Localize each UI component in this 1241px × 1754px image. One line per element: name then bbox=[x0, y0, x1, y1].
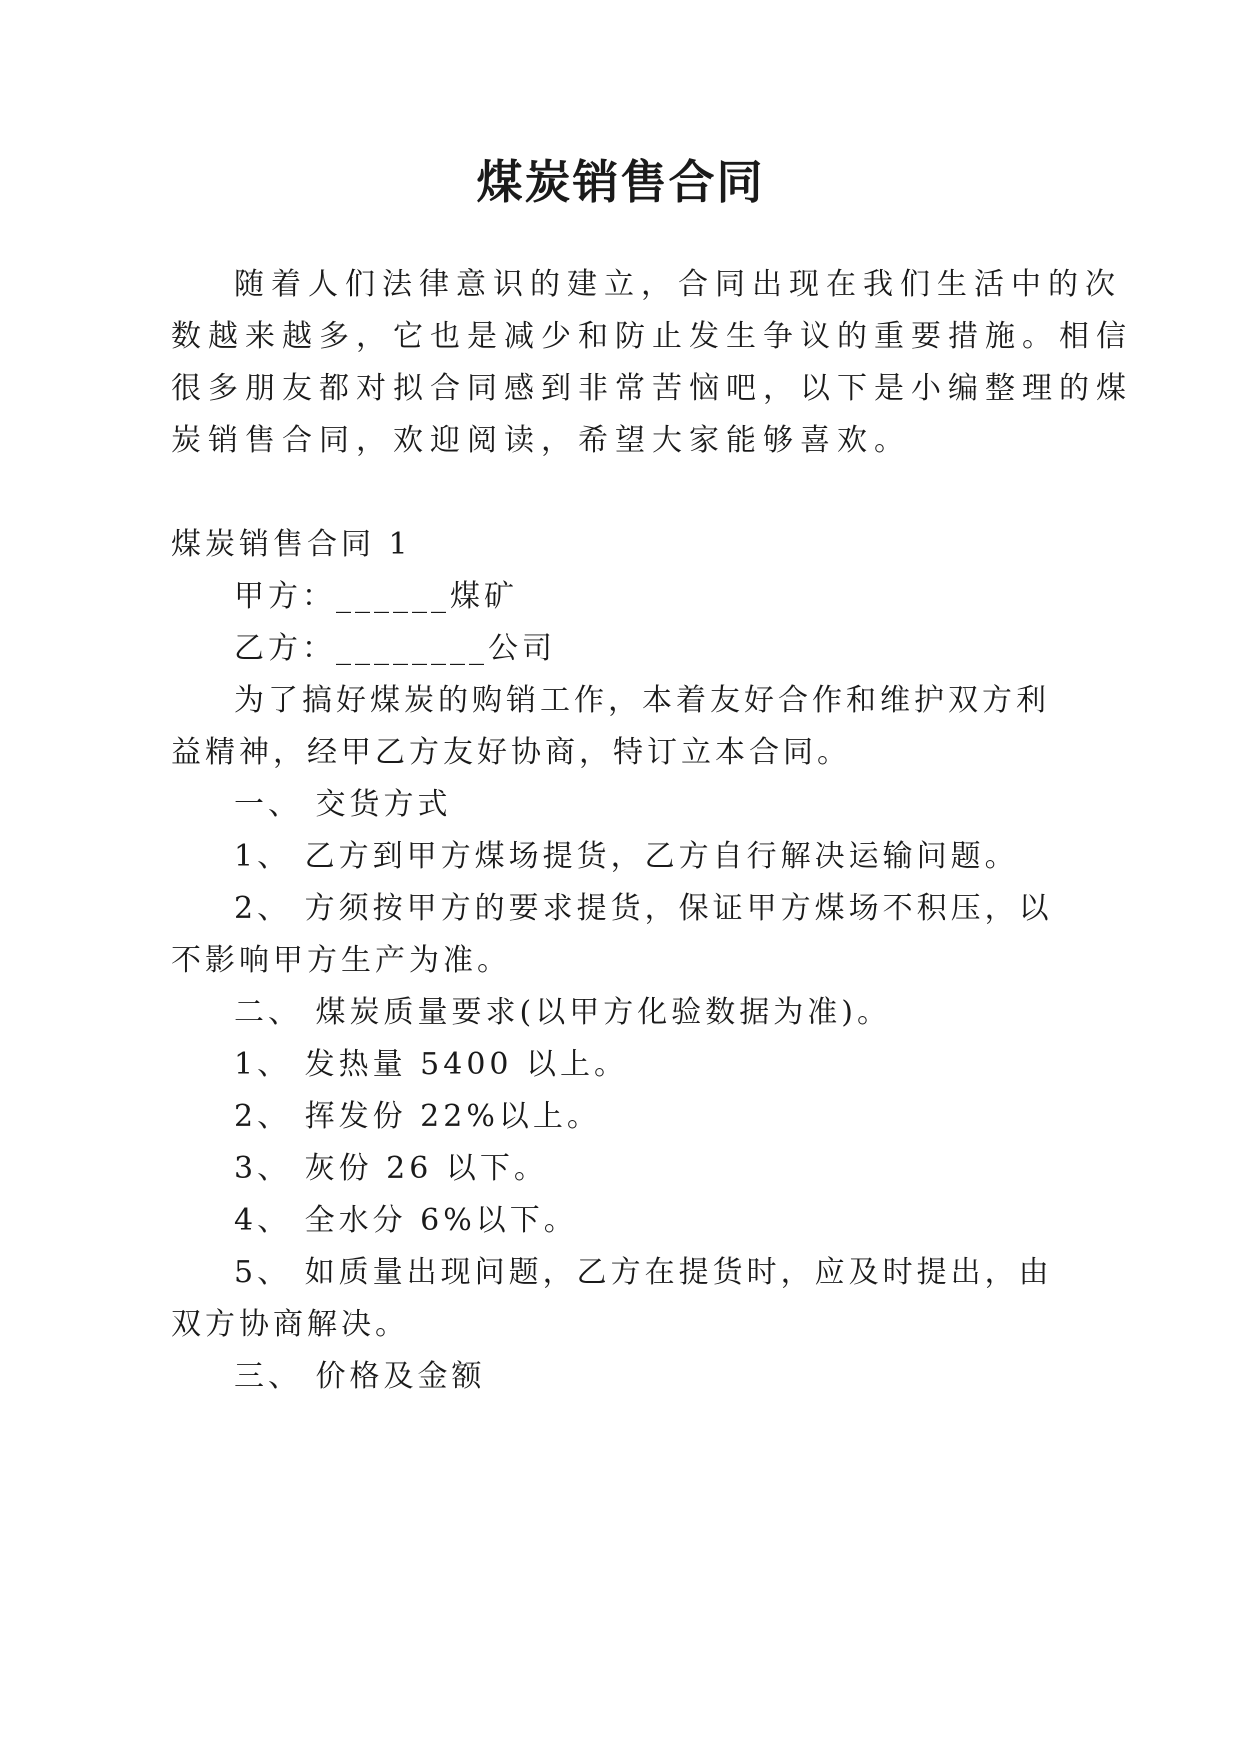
preamble-line-2: 益精神，经甲乙方友好协商，特订立本合同。 bbox=[171, 735, 851, 770]
clause-2-item-2: 2、 挥发份 22%以上。 bbox=[234, 1099, 601, 1134]
clause-2-item-5-line-1: 5、 如质量出现问题，乙方在提货时，应及时提出，由 bbox=[234, 1255, 1053, 1290]
intro-line-3: 很多朋友都对拟合同感到非常苦恼吧，以下是小编整理的煤 bbox=[171, 371, 1133, 406]
clause-2-item-4: 4、 全水分 6%以下。 bbox=[234, 1203, 578, 1238]
clause-1-heading: 一、 交货方式 bbox=[234, 787, 452, 822]
clause-1-item-2-line-2: 不影响甲方生产为准。 bbox=[171, 943, 511, 978]
party-b-line: 乙方：________公司 bbox=[234, 631, 556, 666]
clause-2-item-1: 1、 发热量 5400 以上。 bbox=[234, 1047, 629, 1082]
intro-line-4: 炭销售合同，欢迎阅读，希望大家能够喜欢。 bbox=[171, 423, 911, 458]
section-heading: 煤炭销售合同 1 bbox=[171, 527, 412, 562]
clause-2-item-5-line-2: 双方协商解决。 bbox=[171, 1307, 409, 1342]
intro-line-2: 数越来越多，它也是减少和防止发生争议的重要措施。相信 bbox=[171, 319, 1133, 354]
clause-1-item-2-line-1: 2、 方须按甲方的要求提货，保证甲方煤场不积压，以 bbox=[234, 891, 1053, 926]
clause-1-item-1: 1、 乙方到甲方煤场提货，乙方自行解决运输问题。 bbox=[234, 839, 1019, 874]
document-title: 煤炭销售合同 bbox=[476, 155, 765, 209]
clause-2-heading: 二、 煤炭质量要求(以甲方化验数据为准)。 bbox=[234, 995, 891, 1030]
clause-3-heading: 三、 价格及金额 bbox=[234, 1359, 486, 1394]
party-a-line: 甲方：______煤矿 bbox=[234, 579, 518, 614]
clause-2-item-3: 3、 灰份 26 以下。 bbox=[234, 1151, 548, 1186]
preamble-line-1: 为了搞好煤炭的购销工作，本着友好合作和维护双方利 bbox=[234, 683, 1050, 718]
intro-line-1: 随着人们法律意识的建立，合同出现在我们生活中的次 bbox=[234, 267, 1122, 302]
